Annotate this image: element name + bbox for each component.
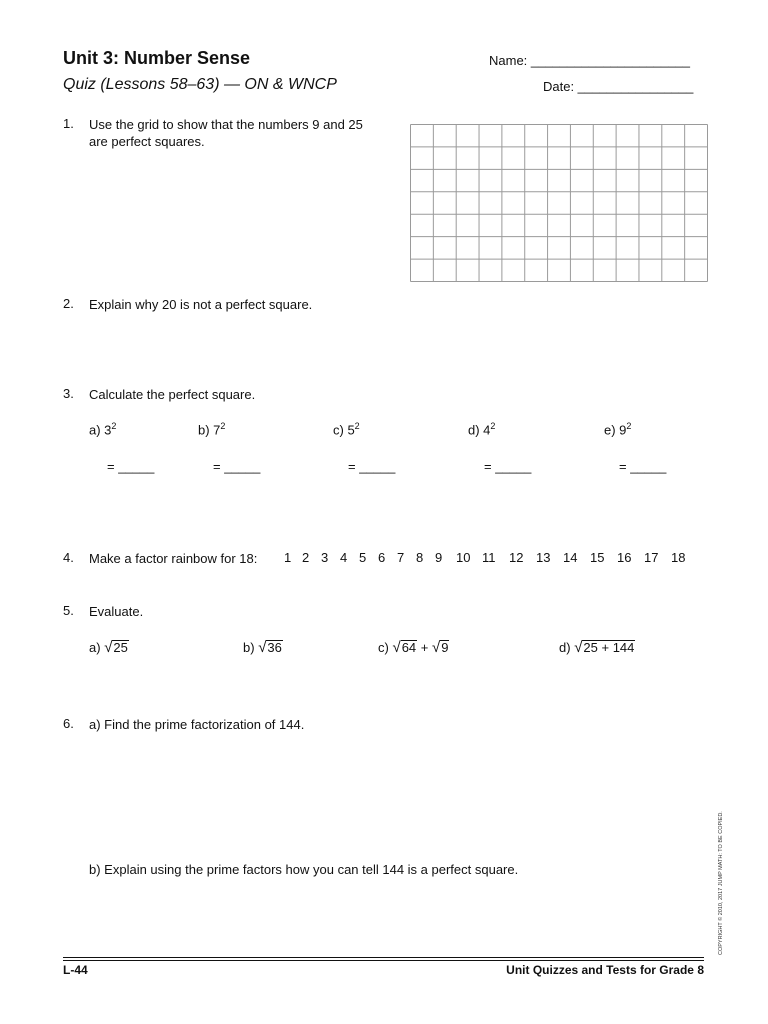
q6-a-text: a) Find the prime factorization of 144.	[89, 717, 305, 732]
factor-number: 2	[302, 550, 310, 565]
q3-item-a-exp: 2	[111, 421, 117, 431]
q1-text	[89, 116, 363, 150]
q5-item-b-label: b)	[243, 640, 255, 655]
factor-rainbow-numbers	[0, 550, 768, 567]
q3-item-d-label: d) 4	[468, 422, 491, 438]
sqrt-symbol-icon: √	[432, 639, 441, 656]
page-title: Unit 3: Number Sense	[63, 48, 251, 68]
q5-item-d-radicand: 25 + 144	[583, 640, 635, 655]
q1-number: 1.	[63, 116, 74, 131]
q3-item-e-exp: 2	[626, 421, 632, 431]
q3-item-e	[604, 421, 631, 437]
q3-item-a-label: a) 3	[89, 422, 112, 438]
factor-number: 13	[536, 550, 551, 565]
factor-number: 12	[509, 550, 524, 565]
q3-item-b-label: b) 7	[198, 422, 221, 438]
page-number: L-44	[63, 963, 88, 977]
q3-item-d	[468, 421, 495, 437]
q2-number: 2.	[63, 296, 74, 311]
sqrt-symbol-icon: √	[104, 639, 113, 656]
q3-item-e-label: e) 9	[604, 422, 627, 438]
factor-number: 3	[321, 550, 329, 565]
factor-number: 1	[284, 550, 292, 565]
name-field: Name: ______________________	[489, 53, 690, 68]
q5-item-c	[378, 640, 449, 655]
q5-text: Evaluate.	[89, 604, 144, 619]
factor-number: 11	[482, 550, 496, 565]
q5-item-c-radicand-2: 9	[441, 640, 449, 655]
q3-answer-e: = _____	[619, 459, 667, 474]
q4-text: Make a factor rainbow for 18:	[89, 551, 258, 566]
date-field: Date: ________________	[543, 79, 694, 94]
factor-number: 4	[340, 550, 348, 565]
factor-number: 5	[359, 550, 367, 565]
q3-answer-d: = _____	[484, 459, 532, 474]
footer-rule	[63, 957, 704, 958]
square-grid	[410, 124, 708, 282]
q5-item-d	[559, 640, 635, 655]
q5-item-a-label: a)	[89, 640, 101, 655]
footer-book-title: Unit Quizzes and Tests for Grade 8	[506, 963, 704, 977]
copyright-notice: COPYRIGHT © 2010, 2017 JUMP MATH: TO BE COPIED.	[718, 811, 724, 955]
q5-number: 5.	[63, 603, 74, 618]
q2-text: Explain why 20 is not a perfect square.	[89, 297, 313, 312]
page-subtitle: Quiz (Lessons 58–63) — ON & WNCP	[63, 76, 337, 93]
q1-text-line1: Use the grid to show that the numbers 9 and 25	[89, 117, 363, 132]
factor-number: 9	[435, 550, 443, 565]
q6-b-text: b) Explain using the prime factors how you can tell 144 is a perfect square.	[89, 862, 519, 877]
sqrt-symbol-icon: √	[574, 639, 583, 656]
q3-answer-b: = _____	[213, 459, 261, 474]
sqrt-symbol-icon: √	[258, 639, 267, 656]
factor-number: 14	[563, 550, 578, 565]
factor-number: 6	[378, 550, 386, 565]
grid-svg	[410, 124, 708, 282]
q6-number: 6.	[63, 716, 74, 731]
q5-item-b-radicand: 36	[267, 640, 282, 655]
q3-item-b-exp: 2	[220, 421, 226, 431]
q3-item-b	[198, 421, 225, 437]
q5-item-c-label: c)	[378, 640, 389, 655]
q3-answer-c: = _____	[348, 459, 396, 474]
q5-item-a	[89, 640, 129, 655]
q3-answer-a: = _____	[107, 459, 155, 474]
q3-number: 3.	[63, 386, 74, 401]
sqrt-symbol-icon: √	[392, 639, 401, 656]
q5-item-d-label: d)	[559, 640, 571, 655]
q3-item-c-exp: 2	[354, 421, 360, 431]
q1-text-line2: are perfect squares.	[89, 134, 205, 149]
factor-number: 8	[416, 550, 424, 565]
factor-number: 16	[617, 550, 632, 565]
q5-item-c-plus: +	[420, 640, 429, 655]
q3-text: Calculate the perfect square.	[89, 387, 256, 402]
q3-item-d-exp: 2	[490, 421, 496, 431]
q5-item-c-radicand-1: 64	[401, 640, 417, 655]
q4-number: 4.	[63, 550, 74, 565]
factor-number: 15	[590, 550, 605, 565]
q3-item-a	[89, 421, 116, 437]
q3-item-c	[333, 421, 360, 437]
q3-item-c-label: c) 5	[333, 422, 355, 438]
factor-number: 17	[644, 550, 659, 565]
q5-item-a-radicand: 25	[113, 640, 128, 655]
footer-rule-second	[63, 960, 704, 961]
factor-number: 7	[397, 550, 405, 565]
factor-number: 18	[671, 550, 686, 565]
factor-number: 10	[456, 550, 471, 565]
q5-item-b	[243, 640, 283, 655]
